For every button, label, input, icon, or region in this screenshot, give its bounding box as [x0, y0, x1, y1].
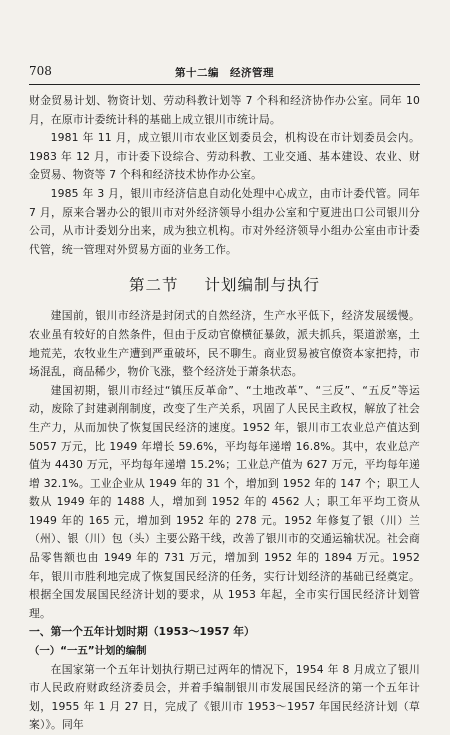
paragraph: 建国前，银川市经济是封闭式的自然经济，生产水平低下，经济发展缓慢。农业虽有较好的自然条件，但由于反动官僚横征暴敛，派夫抓兵，渠道淤塞，土地荒芜，农牧业生产遭到严重破坏，民不聊生。商业贸易被官僚资本家把持，市场混乱，商品稀少，物价飞涨，整个经济处于萧条状态。 — [29, 309, 420, 379]
page-body — [29, 92, 420, 735]
paragraph: 在国家第一个五年计划执行期已过两年的情况下，1954 年 8 月成立了银川市人民政府财政经济委员会，并着手编制银川市发展国民经济的第一个五年计划，1955 年 1 月 27 日，完成了《银川市 1953～1957 年国民经济计划（草案）》。同年 — [29, 662, 420, 732]
section-number: 第二节 — [129, 276, 179, 295]
section-title: 计划编制与执行 — [204, 276, 320, 295]
header-rule — [29, 84, 420, 85]
page-number: 708 — [29, 64, 52, 78]
chapter-title: 第十二编 经济管理 — [175, 67, 274, 79]
paragraph: 1985 年 3 月，银川市经济信息自动化处理中心成立，由市计委代管。同年 7 月，原来合署办公的银川市对外经济领导小组办公室和宁夏进出口公司银川分公司，从市计委划分出来，成为独立机构。市对外经济领导小组办公室由市计委代管，统一管理对外贸易方面的业务工作。 — [29, 186, 420, 256]
sub-subsection-heading: （一）“一五”计划的编制 — [29, 645, 147, 658]
paragraph: 财金贸易计划、物资计划、劳动科教计划等 7 个科和经济协作办公室。同年 10 月，在原市计委统计科的基础上成立银川市统计局。 — [29, 94, 420, 126]
paragraph: 建国初期，银川市经过“镇压反革命”、“土地改革”、“三反”、“五反”等运动，废除了封建剥削制度，改变了生产关系，巩固了人民民主政权，解放了社会生产力，从而加快了恢复国民经济的速度。1952 年，银川市工农业总产值达到 5057 万元，比 1949 年增长 59.6%，平均每年递增 16.8%。其中，农业总产值为 4430 万元，平均每年递增 15.2%；工业总产值为 627 万元，平均每年递增 32.1%。工业企业从 1949 年的 31 个，增加到 1952 年的 147 个；职工人数从 1949 年的 1488 人，增加到 1952 年的 4562 人；职工年平均工资从 1949 年的 165 元，增加到 1952 年的 278 元。1952 年修复了银（川）兰（州）、银（川）包（头）主要公路干线，改善了银川市的交通运输状况。社会商品零售额也由 1949 年的 731 万元，增加到 1952 年的 1894 万元。1952 年，银川市胜利地完成了恢复国民经济的任务，实行计划经济的基础已经奠定。根据全国发展国民经济计划的要求，从 1953 年起，全市实行国民经济计划管理。 — [29, 383, 420, 620]
page-header — [29, 64, 420, 82]
subsection-heading: 一、第一个五年计划时期（1953～1957 年） — [29, 625, 255, 639]
section-heading — [29, 273, 420, 295]
paragraph: 1981 年 11 月，成立银川市农业区划委员会，机构设在市计划委员会内。1983 年 12 月，市计委下设综合、劳动科教、工业交通、基本建设、农业、财金贸易、物资等 7 个科和经济技术协作办公室。 — [29, 131, 420, 182]
